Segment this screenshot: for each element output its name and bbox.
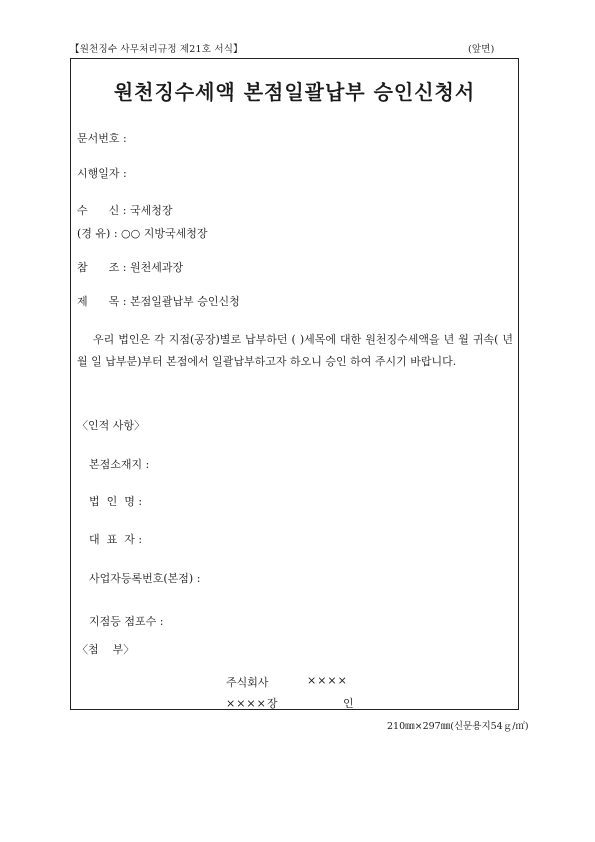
subject-field [77,293,240,309]
page-title: 원천징수세액 본점일괄납부 승인신청서 [113,80,476,104]
reference-field [77,259,183,275]
date-field: 시행일자 : [77,167,127,180]
page-side: (앞면) [468,44,495,55]
address-field: 본점소재지 : [89,458,150,471]
representative-field: 대 표 자 : [89,533,143,546]
signatory-title: ××××장 [226,697,279,710]
recipient-field [77,202,172,218]
reference-label: 참 조 : [77,261,127,274]
doc-number-field: 문서번호 : [77,132,127,145]
seal-mark: 인 [343,697,354,710]
via-field: (경 유) : ○○ 지방국세청장 [77,227,208,240]
corp-name-field: 법 인 명 : [89,495,143,508]
recipient-label: 수 신 : [77,204,127,217]
subject-label: 제 목 : [77,295,127,308]
form-id: 【원천징수 사무처리규정 제21호 서식】 [70,44,243,55]
subject-value: 본점일괄납부 승인신청 [129,295,240,308]
company-name: ×××× [307,674,348,687]
request-body-text: 우리 법인은 각 지점(공장)별로 납부하던 ( )세목에 대한 원천징수세액을 년 월 귀속( 년 월 일 납부분)부터 본점에서 일괄납부하고자 하오니 승인 하여 주시기 바랍니다. [77,333,513,368]
branch-count-field: 지점등 점포수 : [89,615,164,628]
attachment-label: 〈첨 부〉 [77,643,135,656]
form-frame [70,58,519,710]
recipient-value: 국세청장 [129,204,173,217]
company-label: 주식회사 [226,676,269,689]
business-number-field: 사업자등록번호(본점) : [89,572,201,585]
reference-value: 원천세과장 [129,261,184,274]
paper-spec: 210㎜×297㎜(신문용지54ｇ/㎡) [387,721,529,732]
section-title: 〈인적 사항〉 [77,419,146,432]
